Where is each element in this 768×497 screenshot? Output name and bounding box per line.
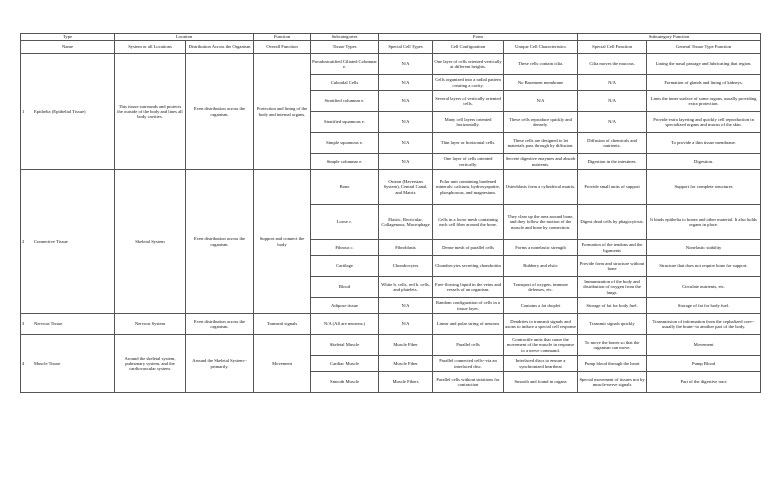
column-header-overall-function: Overall Function	[254, 41, 311, 54]
table-row	[21, 170, 761, 205]
special-cell-function-cell: Special movement of tissues not by muscle-nerve signals	[578, 372, 647, 393]
group-header-row	[21, 34, 761, 41]
tissue-name: Muscle Tissue	[34, 360, 61, 366]
tissue-name: Nervous Tissue	[34, 321, 63, 327]
special-cell-type-cell: Fibroblasts	[379, 240, 433, 256]
general-function-cell: Movement	[647, 335, 761, 356]
unique-characteristics-cell: Smooth and found in organs	[504, 372, 578, 393]
general-function-cell: Part of the digestive tract	[647, 372, 761, 393]
unique-characteristics-cell: Secrete digestive enzymes and absorb nutrients.	[504, 154, 578, 170]
unique-characteristics-cell: These cells reproduce quickly and densely.	[504, 112, 578, 133]
special-cell-function-cell: Diffusion of chemicals and nutrients.	[578, 133, 647, 154]
cell-configuration-cell: Linear and polar string of neurons	[433, 314, 504, 335]
special-cell-function-cell: Provide form and structure without bone	[578, 256, 647, 277]
cell-configuration-cell: One layer of cells oriented vertically.	[433, 154, 504, 170]
special-cell-type-cell: N/A	[379, 75, 433, 91]
cell-configuration-cell: Parallel connected cells--via an interlaced disc.	[433, 356, 504, 372]
general-function-cell: Digestion.	[647, 154, 761, 170]
column-header-special-cell-types: Special Cell Types	[379, 41, 433, 54]
special-cell-function-cell: To move the bones so that the organism can move.	[578, 335, 647, 356]
unique-characteristics-cell: These cells contain cilia.	[504, 54, 578, 75]
unique-characteristics-cell: Forms a nonelastic strength	[504, 240, 578, 256]
special-cell-type-cell: Chondrocytes	[379, 256, 433, 277]
special-cell-function-cell: Digest dead cells by phagocytosis.	[578, 205, 647, 240]
tissue-type-cell: Simple squamous e.	[311, 133, 379, 154]
special-cell-function-cell: N/A	[578, 112, 647, 133]
special-cell-function-cell: Immunization of the body and distribution of oxygen from the lungs.	[578, 277, 647, 298]
tissue-name-cell	[21, 54, 115, 170]
general-function-cell: To provide a thin tissue membrane.	[647, 133, 761, 154]
group-header-form: Form	[379, 34, 578, 41]
column-header-system: System or all Locations	[115, 41, 186, 54]
tissue-type-cell: N/A (All are neurons.)	[311, 314, 379, 335]
tissue-name: Connective Tissue	[34, 238, 68, 244]
tissue-name-cell	[21, 170, 115, 314]
overall-function-cell: Support and connect the body	[254, 170, 311, 314]
general-function-cell: Transmission of information from the cephalized core--usually the brain--to another part of the body.	[647, 314, 761, 335]
special-cell-type-cell: Elastic, Recticular, Collagenous, Macrophage	[379, 205, 433, 240]
cell-configuration-cell: Random configuration of cells in a tissue layer.	[433, 298, 504, 314]
unique-characteristics-cell: Contains a fat droplet	[504, 298, 578, 314]
unique-characteristics-cell: No Basement membrane	[504, 75, 578, 91]
unique-characteristics-cell: Transport of oxygen, immune defenses, etc.	[504, 277, 578, 298]
tissue-table	[20, 33, 761, 393]
tissue-name-cell	[21, 314, 115, 335]
unique-characteristics-cell: These cells are designed to let materials pass through by diffusion.	[504, 133, 578, 154]
special-cell-function-cell: Storage of fat for body fuel.	[578, 298, 647, 314]
special-cell-type-cell: N/A	[379, 154, 433, 170]
unique-characteristics-cell: N/A	[504, 91, 578, 112]
special-cell-function-cell: N/A	[578, 91, 647, 112]
unique-characteristics-cell: Interlaced discs to ensure a synchronized heartbeat	[504, 356, 578, 372]
table-row	[21, 314, 761, 335]
distribution-cell: Even distribution across the organism.	[186, 54, 254, 170]
special-cell-function-cell: N/A	[578, 75, 647, 91]
general-function-cell: Lines the inner surface of some organs, usually providing extra protection.	[647, 91, 761, 112]
cell-configuration-cell: Parallel cells	[433, 335, 504, 356]
tissue-type-cell: Skeletal Muscle	[311, 335, 379, 356]
general-function-cell: Circulate nutrients, etc.	[647, 277, 761, 298]
tissue-name-cell	[21, 335, 115, 393]
row-index: 2	[22, 238, 25, 244]
special-cell-type-cell: White b. cells, red b. cells, and platelets.	[379, 277, 433, 298]
cell-configuration-cell: Several layers of vertically oriented cells.	[433, 91, 504, 112]
column-header-distribution: Distribution Across the Organism	[186, 41, 254, 54]
tissue-type-cell: Simple columnar e.	[311, 154, 379, 170]
overall-function-cell: Movement	[254, 335, 311, 393]
special-cell-type-cell: Muscle Fibers	[379, 372, 433, 393]
table-body	[21, 54, 761, 393]
column-header-cell-configuration: Cell Configuration	[433, 41, 504, 54]
system-cell: Skeletal System	[115, 170, 186, 314]
cell-configuration-cell: Thin layer or horizontal cells.	[433, 133, 504, 154]
general-function-cell: Support for complete structures	[647, 170, 761, 205]
group-header-subcategory-function: Subcategory Function	[578, 34, 761, 41]
general-function-cell: Formation of glands and lining of kidneys.	[647, 75, 761, 91]
general-function-cell: Pump Blood	[647, 356, 761, 372]
unique-characteristics-cell: Osteoblasts form a cylindrical matrix.	[504, 170, 578, 205]
column-header-tissue-types: Tissue Types	[311, 41, 379, 54]
row-index: 4	[22, 360, 25, 366]
group-header-subcategories: Subcategories	[311, 34, 379, 41]
system-cell: Nervous System	[115, 314, 186, 335]
cell-configuration-cell: Cells organized into a radial pattern creating a cavity.	[433, 75, 504, 91]
cell-configuration-cell: Parallel cells without striations for contraction	[433, 372, 504, 393]
general-function-cell: Lining the nasal passage and lubricating that region.	[647, 54, 761, 75]
special-cell-function-cell: Pump blood through the heart	[578, 356, 647, 372]
general-function-cell: It binds epithelia to bones and other material. It also holds organs in place.	[647, 205, 761, 240]
cell-configuration-cell: Free-flowing liquid in the veins and vessels of an organism.	[433, 277, 504, 298]
distribution-cell: Even distribution across the organism.	[186, 314, 254, 335]
general-function-cell: Structure that does not require bone for support.	[647, 256, 761, 277]
group-header-location: Location	[115, 34, 254, 41]
group-header-type: Type	[21, 34, 115, 41]
system-cell: Around the skeletal system, pulmonary system, and the cardiovascular system.	[115, 335, 186, 393]
special-cell-type-cell: N/A	[379, 298, 433, 314]
special-cell-function-cell: Formation of the tendons and the ligaments	[578, 240, 647, 256]
tissue-type-cell: Cardiac Muscle	[311, 356, 379, 372]
column-header-general-function: General Tissue Type Function	[647, 41, 761, 54]
unique-characteristics-cell: They clear up the area around bone, and they follow the motion of the muscle and bone by connection.	[504, 205, 578, 240]
general-function-cell: Provide extra layering and quickly cell reproduction in specialized organs and mucus of the skin.	[647, 112, 761, 133]
tissue-type-cell: Cuboidal Cells	[311, 75, 379, 91]
tissue-type-cell: Smooth Muscle	[311, 372, 379, 393]
tissue-type-cell: Stratified squamous e.	[311, 112, 379, 133]
cell-configuration-cell: Cells in a loose mesh containing each cell fiber around the bone.	[433, 205, 504, 240]
cell-configuration-cell: Many cell layers oriented horizontally.	[433, 112, 504, 133]
special-cell-type-cell: N/A	[379, 112, 433, 133]
tissue-type-cell: Stratified columnar e.	[311, 91, 379, 112]
special-cell-type-cell: N/A	[379, 314, 433, 335]
special-cell-type-cell: N/A	[379, 54, 433, 75]
cell-configuration-cell: Dense mesh of parallel cells	[433, 240, 504, 256]
cell-configuration-cell: Chondrocytes secreting chondroitin	[433, 256, 504, 277]
unique-characteristics-cell: Rubbery and elstic	[504, 256, 578, 277]
special-cell-function-cell: Cilia moves the mucous.	[578, 54, 647, 75]
tissue-type-cell: Pseudostratified Ciliated Columnar e.	[311, 54, 379, 75]
group-header-function: Function	[254, 34, 311, 41]
overall-function-cell: Protection and lining of the body and internal organs.	[254, 54, 311, 170]
cell-configuration-cell: Polar unit containing hardened minerals: calcium, hydroxyapatite, phosphorous, and magnesium.	[433, 170, 504, 205]
column-header-special-cell-function: Special Cell Function	[578, 41, 647, 54]
tissue-name: Epithelia (Epithelial Tissue)	[34, 108, 86, 114]
special-cell-type-cell: Muscle Fiber	[379, 356, 433, 372]
overall-function-cell: Transmit signals	[254, 314, 311, 335]
system-cell: This tissue surrounds and protects the outside of the body and lines all body cavities.	[115, 54, 186, 170]
general-function-cell: Nonelastic stability	[647, 240, 761, 256]
special-cell-function-cell: Transmit signals quickly	[578, 314, 647, 335]
table-row	[21, 335, 761, 356]
general-function-cell: Storage of fat for body fuel.	[647, 298, 761, 314]
tissue-type-cell: Loose c.	[311, 205, 379, 240]
special-cell-type-cell: N/A	[379, 91, 433, 112]
unique-characteristics-cell: Dendrites to transmit signals and axons to induce a special cell response	[504, 314, 578, 335]
tissue-type-cell: Bone	[311, 170, 379, 205]
column-header-unique-characteristics: Unique Cell Characteristics	[504, 41, 578, 54]
special-cell-type-cell: Muscle Fiber	[379, 335, 433, 356]
row-index: 3	[22, 321, 25, 327]
special-cell-type-cell: N/A	[379, 133, 433, 154]
tissue-type-cell: Fibrous c.	[311, 240, 379, 256]
column-header-name: Name	[21, 41, 115, 54]
distribution-cell: Around the Skeletal System--primarily.	[186, 335, 254, 393]
row-index: 1	[22, 108, 25, 114]
special-cell-function-cell: Provide small units of support	[578, 170, 647, 205]
tissue-type-cell: Blood	[311, 277, 379, 298]
special-cell-function-cell: Digestion in the intestines.	[578, 154, 647, 170]
table-row	[21, 54, 761, 75]
distribution-cell: Even distribution across the organism.	[186, 170, 254, 314]
special-cell-type-cell: Osteon (Haversian System), Central Canal, and Matrix	[379, 170, 433, 205]
unique-characteristics-cell: Contractile units that cause the movement of the muscle in response to a nerve command.	[504, 335, 578, 356]
tissue-type-cell: Cartilage	[311, 256, 379, 277]
tissue-type-cell: Adipose tissue	[311, 298, 379, 314]
cell-configuration-cell: One layer of cells oriented vertically at different heights.	[433, 54, 504, 75]
column-header-row	[21, 41, 761, 54]
